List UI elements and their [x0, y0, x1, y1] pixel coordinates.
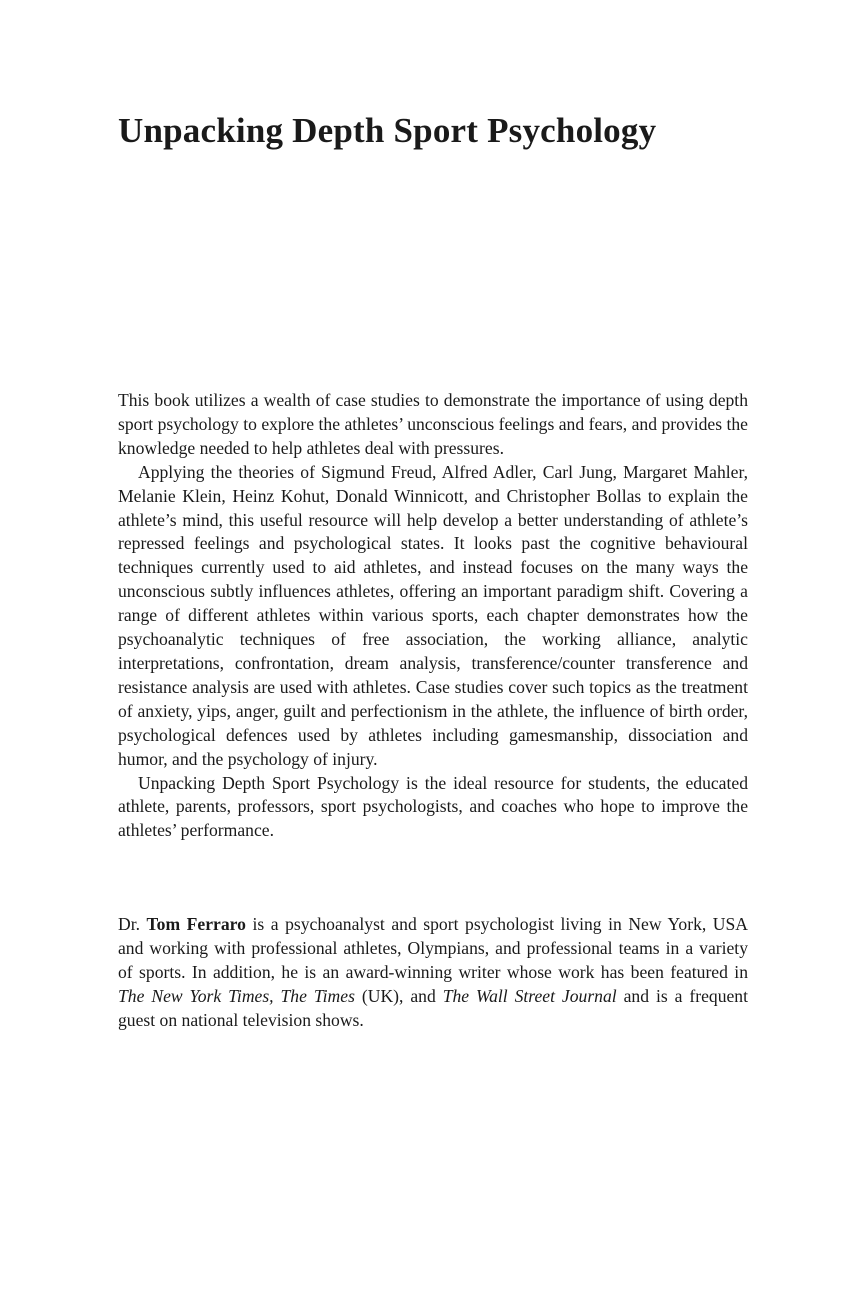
- bio-text-3: and is a frequent guest on national television shows.: [118, 985, 748, 1030]
- description-paragraph-3: Unpacking Depth Sport Psychology is the ideal resource for students, the educated athlete, parents, professors, sport psychologists, and coaches who hope to improve the athletes’ performance.: [118, 772, 748, 841]
- author-name: Tom Ferraro: [146, 914, 246, 934]
- description-paragraph-2: Applying the theories of Sigmund Freud, Alfred Adler, Carl Jung, Margaret Mahler, Melanie Klein, Heinz Kohut, Donald Winnicott, and Christopher Bollas to explain the athlete’s mind, this useful resource will help develop a better understanding of athlete’s repressed feelings and psychological states. It looks past the cognitive behavioural techniques currently used to aid athletes, and instead focuses on the many ways the unconscious subtly influences athletes, offering an important paradigm shift. Covering a range of different athletes within various sports, each chapter demonstrates how the psychoanalytic techniques of free association, the working alliance, analytic interpretations, confrontation, dream analysis, transference/counter transference and resistance analysis are used with athletes. Case studies cover such topics as the treatment of anxiety, yips, anger, guilt and perfectionism in the athlete, the influence of birth order, psychological defences used by athletes including gamesmanship, dissociation and humor, and the psychology of injury.: [118, 461, 748, 769]
- bio-prefix: Dr.: [118, 914, 147, 934]
- book-title: Unpacking Depth Sport Psychology: [118, 111, 657, 150]
- author-bio-paragraph: [118, 913, 748, 1033]
- description-paragraph-1: This book utilizes a wealth of case studies to demonstrate the importance of using depth sport psychology to explore the athletes’ unconscious feelings and fears, and provides the knowledge needed to help athletes deal with pressures.: [118, 390, 748, 458]
- book-description: [118, 389, 748, 843]
- bio-text-1: is a psychoanalyst and sport psychologist living in New York, USA and working with professional athletes, Olympians, and professional teams in a variety of sports. In addition, he is an award-winning writer whose work has been featured in: [118, 914, 749, 982]
- publication-nyt-times: The New York Times, The Times: [118, 985, 355, 1006]
- publication-wsj: The Wall Street Journal: [442, 985, 617, 1006]
- author-bio: [118, 913, 748, 1033]
- bio-text-2: (UK), and: [354, 985, 443, 1006]
